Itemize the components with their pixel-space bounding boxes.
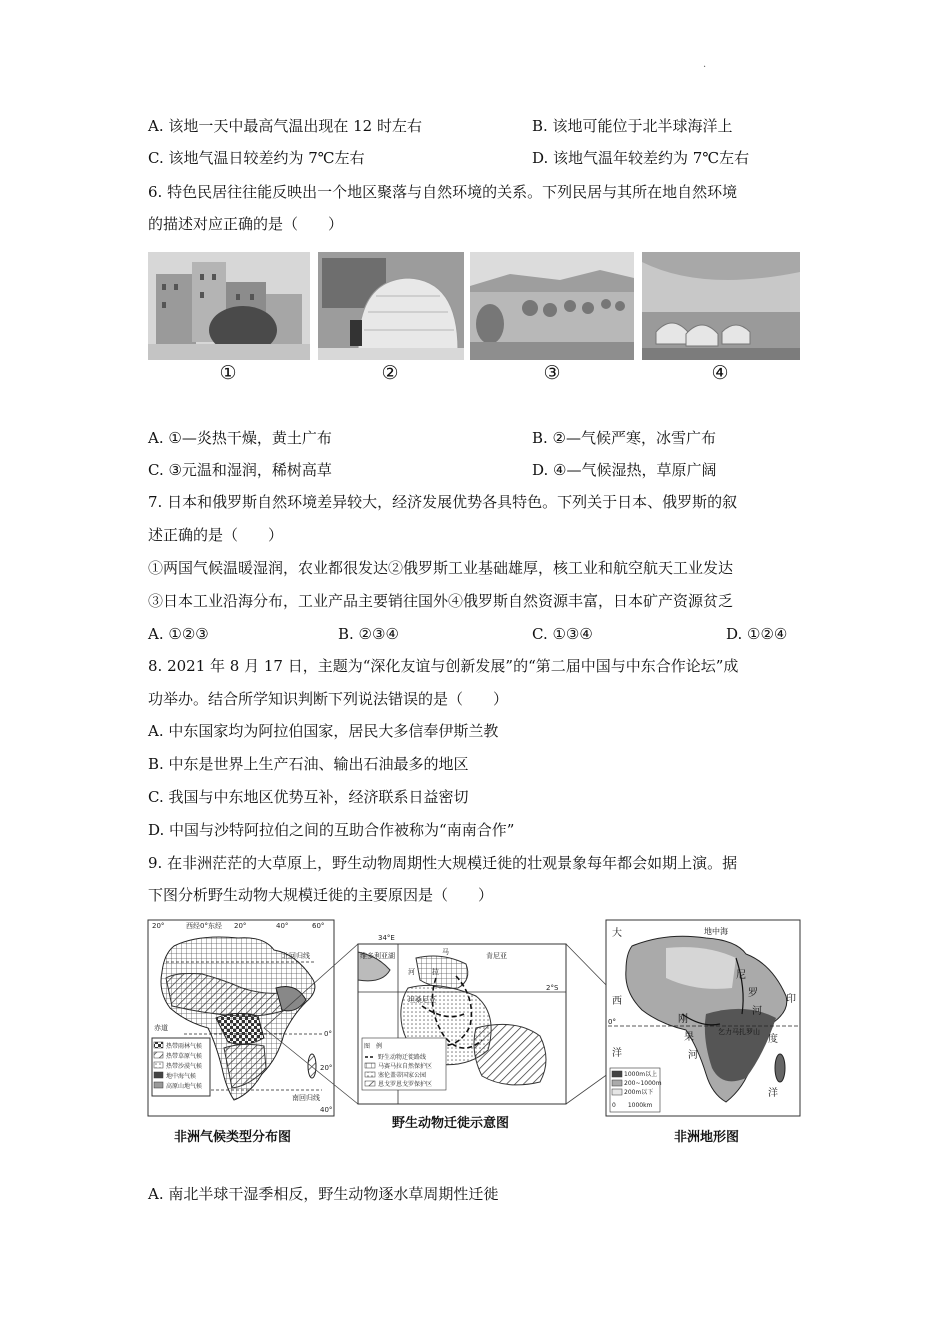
migration-label-lake-victoria: 维多利亚湖 bbox=[360, 952, 395, 960]
climate-lat-40: 40° bbox=[320, 1106, 333, 1114]
migration-legend-1: 野生动物迁徙路线 bbox=[378, 1054, 427, 1061]
climate-legend-5: 高原山地气候 bbox=[166, 1083, 203, 1090]
migration-label-kenya: 肯尼亚 bbox=[486, 952, 507, 960]
q7-option-d: D. ①②④ bbox=[726, 625, 788, 643]
q7-statement-line-1: ①两国气候温暖湿润，农业都很发达②俄罗斯工业基础雄厚，核工业和航空航天工业发达 bbox=[148, 559, 734, 577]
terrain-label-6: 河 bbox=[752, 1006, 762, 1017]
migration-legend-3: 塞伦盖蒂国家公园 bbox=[378, 1072, 427, 1079]
q7-stem-line-2: 述正确的是（ ） bbox=[148, 526, 284, 544]
climate-legend-1: 热带雨林气候 bbox=[166, 1043, 203, 1050]
terrain-lat-0: 0° bbox=[608, 1018, 616, 1026]
terrain-label-14: 洋 bbox=[768, 1088, 778, 1099]
q5-option-a: A. 该地一天中最高气温出现在 12 时左右 bbox=[148, 117, 422, 135]
climate-top-label-1: 20° bbox=[152, 922, 165, 930]
q7-statement-line-2: ③日本工业沿海分布，工业产品主要销往国外④俄罗斯自然资源丰富，日本矿产资源贫乏 bbox=[148, 592, 734, 610]
terrain-map bbox=[606, 920, 800, 1116]
page-mark: · bbox=[703, 62, 707, 73]
photo-3-huts bbox=[470, 252, 634, 360]
climate-label-equator: 赤道 bbox=[154, 1024, 168, 1032]
q6-option-c: C. ③元温和湿润，稀树高草 bbox=[148, 461, 332, 479]
q6-option-a: A. ①—炎热干燥，黄土广布 bbox=[148, 429, 332, 447]
q6-option-b: B. ②—气候严寒，冰雪广布 bbox=[532, 429, 717, 447]
terrain-label-9: 刚 bbox=[678, 1014, 688, 1025]
q6-option-d: D. ④—气候湿热，草原广阔 bbox=[532, 461, 717, 479]
migration-legend-title: 图 例 bbox=[364, 1043, 383, 1050]
migration-label-tanzania: 坦桑尼亚 bbox=[408, 996, 436, 1004]
climate-legend-3: 热带沙漠气候 bbox=[166, 1063, 203, 1070]
photo-label-1: ① bbox=[219, 362, 237, 384]
q5-option-d: D. 该地气温年较差约为 7℃左右 bbox=[532, 149, 750, 167]
terrain-label-10: 果 bbox=[684, 1032, 694, 1043]
q8-option-d: D. 中国与沙特阿拉伯之间的互助合作被称为“南南合作” bbox=[148, 821, 515, 839]
terrain-label-11: 河 bbox=[688, 1050, 698, 1061]
africa-maps-figure bbox=[146, 918, 802, 1146]
q5-option-c: C. 该地气温日较差约为 7℃左右 bbox=[148, 149, 365, 167]
terrain-label-13: 度 bbox=[768, 1034, 778, 1045]
q9-option-a: A. 南北半球干湿季相反，野生动物逐水草周期性迁徙 bbox=[148, 1185, 499, 1203]
q8-stem-line-2: 功举办。结合所学知识判断下列说法错误的是（ ） bbox=[148, 690, 509, 708]
terrain-legend-1: 1000m以上 bbox=[624, 1071, 658, 1078]
climate-top-label-5: 60° bbox=[312, 922, 325, 930]
q8-option-b: B. 中东是世界上生产石油、输出石油最多的地区 bbox=[148, 755, 469, 773]
migration-legend-2: 马赛马拉自然保护区 bbox=[378, 1063, 433, 1070]
terrain-label-5: 西 bbox=[612, 996, 622, 1007]
terrain-scale: 0 1000km bbox=[612, 1102, 653, 1109]
q8-option-c: C. 我国与中东地区优势互补，经济联系日益密切 bbox=[148, 788, 469, 806]
photo-2-igloo bbox=[318, 252, 464, 360]
photo-label-4: ④ bbox=[711, 362, 729, 384]
photo-label-2: ② bbox=[381, 362, 399, 384]
q7-option-c: C. ①③④ bbox=[532, 625, 593, 643]
terrain-label-1: 大 bbox=[612, 928, 622, 939]
q6-stem-line-1: 6. 特色民居往往能反映出一个地区聚落与自然环境的关系。下列民居与其所在地自然环境 bbox=[148, 183, 738, 201]
terrain-label-12: 乞力马扎罗山 bbox=[718, 1028, 760, 1036]
migration-label-34e: 34°E bbox=[378, 934, 395, 942]
photo-1-mud-buildings bbox=[148, 252, 310, 360]
terrain-legend-2: 200~1000m bbox=[624, 1080, 662, 1087]
migration-label-ma: 马 bbox=[442, 948, 449, 956]
migration-legend-4: 恩戈罗恩戈罗保护区 bbox=[378, 1081, 433, 1088]
climate-map-title: 非洲气候类型分布图 bbox=[174, 1130, 292, 1145]
migration-label-la: 拉 bbox=[432, 968, 439, 976]
climate-legend-4: 地中海气候 bbox=[166, 1073, 197, 1080]
climate-label-tropic-capricorn: 南回归线 bbox=[292, 1094, 320, 1102]
terrain-label-2: 地中海 bbox=[704, 927, 728, 936]
climate-top-label-2: 西经0°东经 bbox=[186, 922, 222, 930]
migration-label-2s: 2°S bbox=[546, 984, 559, 992]
q8-stem-line-1: 8. 2021 年 8 月 17 日，主题为“深化友谊与创新发展”的“第二届中国与中东合作论坛”成 bbox=[148, 657, 739, 675]
q5-option-b: B. 该地可能位于北半球海洋上 bbox=[532, 117, 733, 135]
climate-label-tropic-cancer: 北回归线 bbox=[282, 952, 310, 960]
migration-map-title: 野生动物迁徙示意图 bbox=[392, 1116, 510, 1131]
terrain-label-3: 尼 bbox=[736, 970, 746, 981]
climate-legend-2: 热带草原气候 bbox=[166, 1053, 203, 1060]
q6-stem-line-2: 的描述对应正确的是（ ） bbox=[148, 215, 344, 233]
terrain-map-title: 非洲地形图 bbox=[674, 1130, 740, 1145]
terrain-label-7: 印 bbox=[786, 994, 796, 1005]
migration-map bbox=[358, 934, 566, 1104]
migration-label-he: 河 bbox=[408, 968, 415, 976]
dwelling-photos bbox=[148, 252, 800, 384]
q7-stem-line-1: 7. 日本和俄罗斯自然环境差异较大，经济发展优势各具特色。下列关于日本、俄罗斯的叙 bbox=[148, 493, 738, 511]
terrain-label-8: 洋 bbox=[612, 1048, 622, 1059]
climate-top-label-4: 40° bbox=[276, 922, 289, 930]
photo-4-yurts bbox=[642, 252, 800, 360]
climate-top-label-3: 20° bbox=[234, 922, 247, 930]
climate-map bbox=[148, 920, 334, 1116]
q7-option-a: A. ①②③ bbox=[148, 625, 209, 643]
q9-stem-line-1: 9. 在非洲茫茫的大草原上，野生动物周期性大规模迁徙的壮观景象每年都会如期上演。据 bbox=[148, 854, 738, 872]
climate-lat-20: 20° bbox=[320, 1064, 333, 1072]
q7-option-b: B. ②③④ bbox=[338, 625, 399, 643]
q8-option-a: A. 中东国家均为阿拉伯国家，居民大多信奉伊斯兰教 bbox=[148, 722, 499, 740]
terrain-label-4: 罗 bbox=[748, 988, 758, 999]
q9-stem-line-2: 下图分析野生动物大规模迁徙的主要原因是（ ） bbox=[148, 886, 494, 904]
terrain-legend-3: 200m以下 bbox=[624, 1089, 654, 1096]
climate-lat-0: 0° bbox=[324, 1030, 332, 1038]
photo-label-3: ③ bbox=[543, 362, 561, 384]
